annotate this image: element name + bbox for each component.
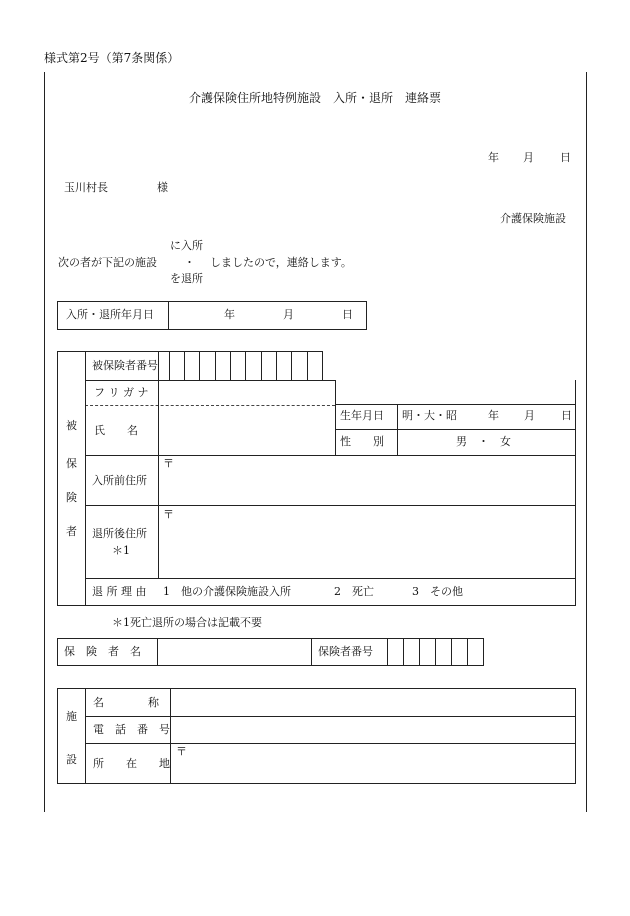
date-year: 年 [488, 151, 499, 164]
footnote: ＊1死亡退所の場合は記載不要 [112, 616, 262, 629]
frame-right-line [586, 72, 587, 812]
number-box [261, 351, 262, 381]
number-box [435, 638, 436, 666]
insured-side-label-4: 者 [66, 525, 77, 538]
number-box [419, 638, 420, 666]
notice-option-leave: を退所 [170, 272, 203, 285]
entry-date-top [57, 301, 367, 302]
entry-date-month: 月 [283, 308, 294, 321]
entry-date-divider [168, 301, 169, 330]
insured-side-label-3: 険 [66, 491, 77, 504]
prev-address-label: 入所前住所 [92, 474, 147, 487]
insurer-number-label: 保険者番号 [318, 645, 373, 658]
form-title: 介護保険住所地特例施設 入所・退所 連絡票 [188, 91, 441, 105]
facility-address-label: 所 在 地 [93, 757, 170, 770]
reason-option-3: 3 その他 [412, 585, 463, 598]
frame-left-line [44, 72, 45, 812]
facility-phone-label: 電 話 番 号 [93, 723, 170, 736]
entry-date-bottom [57, 329, 367, 330]
number-box [467, 638, 468, 666]
next-address-label: 退所後住所 [92, 527, 147, 540]
sex-label: 性 別 [340, 435, 384, 448]
date-month: 月 [523, 151, 534, 164]
number-box [307, 351, 308, 381]
number-box [199, 351, 200, 381]
number-box [169, 351, 170, 381]
facility-side-label-1: 施 [66, 710, 77, 723]
entry-date-left [57, 301, 58, 330]
reason-label: 退 所 理 由 [92, 585, 147, 598]
sender: 介護保険施設 [500, 212, 566, 225]
number-box [451, 638, 452, 666]
sex-options: 男 ・ 女 [456, 435, 511, 448]
reason-option-2: 2 死亡 [334, 585, 374, 598]
addressee-honorific: 様 [157, 181, 168, 194]
insured-side-label-1: 被 [66, 419, 77, 432]
insured-number-label: 被保険者番号 [92, 359, 158, 372]
entry-date-label: 入所・退所年月日 [66, 308, 154, 321]
form-number: 様式第2号（第7条関係） [44, 51, 180, 65]
number-box [245, 351, 246, 381]
entry-date-year: 年 [224, 308, 235, 321]
reason-option-1: 1 他の介護保険施設入所 [163, 585, 291, 598]
notice-prefix: 次の者が下記の施設 [58, 256, 157, 269]
addressee-name: 玉川村長 [64, 181, 108, 194]
insurer-name-label: 保 険 者 名 [64, 645, 141, 658]
facility-side-label-2: 設 [66, 753, 77, 766]
number-box [276, 351, 277, 381]
birth-day: 日 [561, 409, 572, 422]
prev-address-postal-mark: 〒 [163, 457, 174, 470]
furigana-label: フ リ ガ ナ [94, 386, 149, 399]
number-box [291, 351, 292, 381]
date-day: 日 [560, 151, 571, 164]
notice-option-sep: ・ [184, 256, 195, 269]
next-address-postal-mark: 〒 [163, 508, 174, 521]
furigana-dashed-line [85, 405, 335, 406]
facility-name-label: 名 称 [93, 696, 159, 709]
name-label: 氏 名 [94, 424, 138, 437]
notice-suffix: しましたので，連絡します。 [210, 256, 352, 269]
number-box [403, 638, 404, 666]
era-options: 明・大・昭 [402, 409, 457, 422]
insured-side-label-2: 保 [66, 457, 77, 470]
number-box [215, 351, 216, 381]
birth-label: 生年月日 [340, 409, 384, 422]
next-address-note: ＊1 [112, 544, 130, 557]
facility-postal-mark: 〒 [176, 745, 187, 758]
entry-date-day: 日 [342, 308, 353, 321]
entry-date-right [366, 301, 367, 330]
birth-year: 年 [488, 409, 499, 422]
number-box [184, 351, 185, 381]
number-box [230, 351, 231, 381]
notice-option-enter: に入所 [170, 239, 203, 252]
birth-month: 月 [524, 409, 535, 422]
